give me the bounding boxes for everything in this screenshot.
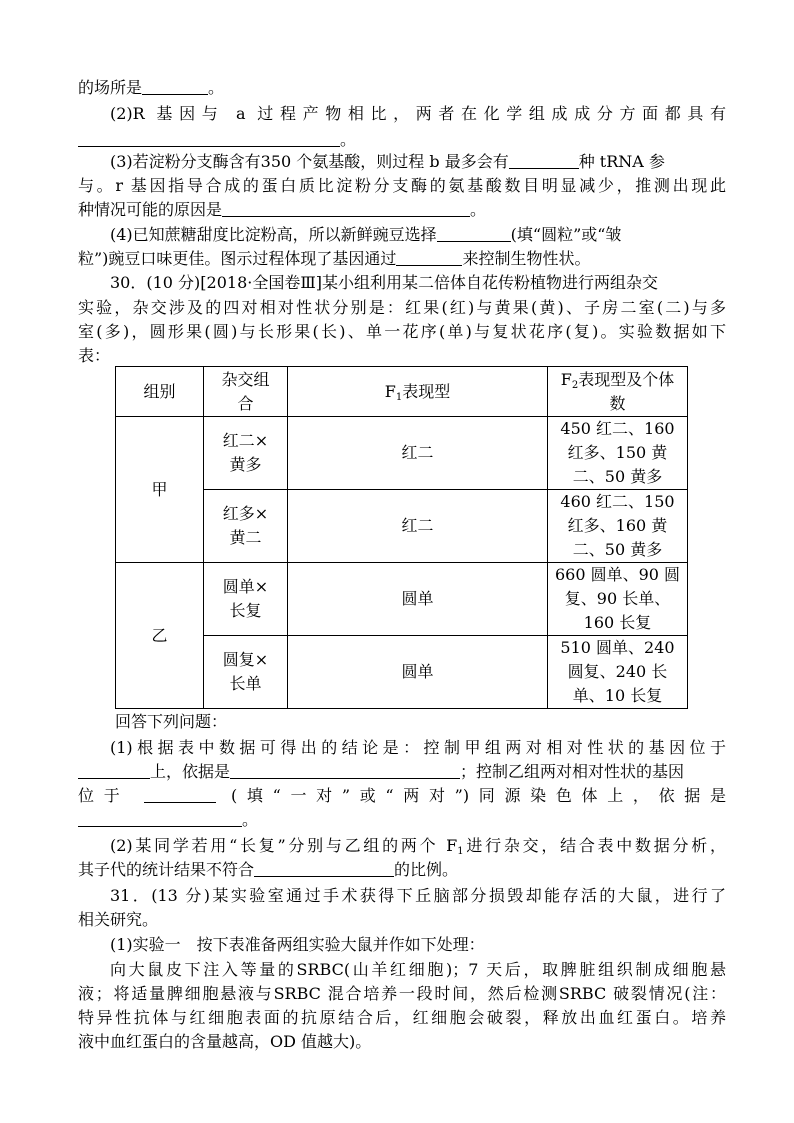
answer-blank: [509, 152, 579, 169]
a-line-4: [78, 808, 726, 832]
answer-blank: [78, 810, 242, 827]
text: (3)若淀粉分支酶含有350 个氨基酸，则过程 b 最多会有: [110, 152, 509, 171]
subscript: 1: [457, 846, 464, 857]
answer-blank: [230, 762, 460, 779]
text: (4)已知蔗糖甜度比淀粉高，所以新鲜豌豆选择: [110, 225, 437, 244]
line-3: [78, 128, 726, 152]
text: (2)R 基因与 a 过程产物相比，两者在化学组成成分方面都具有: [110, 104, 726, 123]
header-f1: [288, 367, 548, 417]
cross-cell: [204, 417, 288, 490]
header-group: 组别: [116, 367, 204, 417]
text: F: [384, 381, 396, 401]
subscript: 2: [571, 379, 579, 391]
a-line-6: [78, 858, 726, 882]
text: 回答下列问题：: [115, 712, 228, 731]
f2-cell: [548, 417, 688, 490]
text: 来控制生物性状。: [462, 249, 591, 268]
text: 。: [470, 200, 487, 219]
text: 660 圆单、90 圆复、90 长单、160 长复: [554, 565, 681, 632]
data-table: [115, 366, 688, 709]
exp-line-2: [110, 958, 726, 982]
f1-cell: 红二: [288, 417, 548, 490]
q30-line-3: [78, 320, 726, 344]
text: ；控制乙组两对相对性状的基因: [460, 762, 685, 781]
table-row: [116, 563, 688, 636]
exp-line-3: [78, 982, 726, 1006]
q31-line-2: [78, 908, 726, 932]
text: 圆单×长复: [222, 577, 269, 620]
text: 。: [208, 78, 225, 97]
f2-cell: [548, 490, 688, 563]
exp-line-1: [110, 933, 726, 957]
text: 室(多)，圆形果(圆)与长形果(长)、单一花序(单)与复状花序(复)。实验数据如下: [78, 322, 726, 341]
text: 其子代的统计结果不符合: [78, 860, 255, 879]
text: 。: [340, 130, 357, 149]
f1-cell: 圆单: [288, 636, 548, 709]
f2-cell: [548, 636, 688, 709]
answer-blank: [78, 130, 340, 147]
text: F: [560, 369, 572, 389]
exp-line-4: [78, 1006, 726, 1030]
text: 450 红二、160 红多、150 黄二、50 黄多: [560, 419, 675, 486]
text: 向大鼠皮下注入等量的SRBC(山羊红细胞)；7 天后，取脾脏组织制成细胞悬: [110, 960, 726, 979]
text: 进行杂交，结合表中数据分析，: [463, 836, 726, 855]
cross-cell: [204, 636, 288, 709]
header-f2: [548, 367, 688, 417]
f1-cell: 红二: [288, 490, 548, 563]
text: 液；将适量脾细胞悬液与SRBC 混合培养一段时间，然后检测SRBC 破裂情况(注：: [78, 984, 726, 1003]
prompt-line: [115, 710, 763, 734]
text: 460 红二、150 红多、160 黄二、50 黄多: [560, 492, 675, 559]
answer-blank: [396, 249, 462, 266]
text: 粒”)豌豆口味更佳。图示过程体现了基因通过: [78, 249, 397, 268]
text: 相关研究。: [78, 910, 159, 929]
cross-cell: [204, 563, 288, 636]
cross-cell: [204, 490, 288, 563]
text: 红多×黄二: [222, 504, 269, 547]
f1-cell: 圆单: [288, 563, 548, 636]
text: 表现型: [402, 381, 451, 401]
text: 。: [242, 810, 259, 829]
text: 种情况可能的原因是: [78, 200, 223, 219]
line-8: [78, 247, 726, 271]
line-6: [78, 198, 726, 222]
text: 圆复×长单: [222, 650, 269, 693]
answer-blank: [437, 225, 511, 242]
text: (2)某同学若用“长复”分别与乙组的两个 F: [110, 836, 458, 855]
text: 30．(10 分)[2018·全国卷Ⅲ]某小组利用某二倍体自花传粉植物进行两组杂交: [110, 273, 659, 292]
text: (1)实验一 按下表准备两组实验大鼠并作如下处理：: [110, 935, 485, 954]
text: 表现型及个体数: [578, 369, 675, 413]
group-cell: 甲: [116, 417, 204, 563]
text: 特异性抗体与红细胞表面的抗原结合后，红细胞会破裂，释放出血红蛋白。培养: [78, 1008, 726, 1027]
a-line-1: [110, 736, 726, 760]
table-header-row: [116, 367, 688, 417]
q30-line-4: [78, 344, 726, 368]
text: 位于: [78, 786, 130, 805]
text: 杂交组合: [221, 369, 270, 413]
line-1: [78, 76, 726, 100]
text: 510 圆单、240 圆复、240 长单、10 长复: [560, 638, 675, 705]
line-5: [78, 174, 726, 198]
answer-blank: [222, 200, 470, 217]
text: 液中血红蛋白的含量越高，OD 值越大)。: [78, 1032, 372, 1051]
text: 31．(13 分)某实验室通过手术获得下丘脑部分损毁却能存活的大鼠，进行了: [110, 886, 726, 905]
f2-cell: [548, 563, 688, 636]
text: (填“一对”或“两对”)同源染色体上，依据是: [230, 786, 726, 805]
q30-line-2: [78, 296, 726, 320]
text: (填“圆粒”或“皱: [510, 225, 622, 244]
a-line-3: [78, 784, 726, 808]
line-7: [110, 223, 726, 247]
text: (1)根据表中数据可得出的结论是：控制甲组两对相对性状的基因位于: [110, 738, 726, 757]
q30-line-1: [110, 271, 726, 295]
text: 红二×黄多: [222, 431, 269, 474]
answer-blank: [142, 78, 208, 95]
group-cell: 乙: [116, 563, 204, 709]
q31-line-1: [110, 884, 726, 908]
subscript: 1: [395, 391, 403, 403]
exp-line-5: [78, 1030, 726, 1054]
text: 的场所是: [78, 78, 143, 97]
text: 上，依据是: [150, 762, 231, 781]
text: 的比例。: [394, 860, 459, 879]
text: 种 tRNA 参: [578, 152, 665, 171]
answer-blank: [144, 786, 216, 803]
text: 与。r 基因指导合成的蛋白质比淀粉分支酶的氨基酸数目明显减少，推测出现此: [78, 176, 726, 195]
answer-blank: [254, 860, 394, 877]
a-line-5: [110, 834, 726, 858]
line-4: [110, 150, 726, 174]
line-2: [110, 102, 726, 126]
text: 实验，杂交涉及的四对相对性状分别是：红果(红)与黄果(黄)、子房二室(二)与多: [78, 298, 726, 317]
text: 表：: [78, 346, 111, 365]
header-cross: [204, 367, 288, 417]
table-row: [116, 417, 688, 490]
a-line-2: [78, 760, 726, 784]
answer-blank: [78, 762, 150, 779]
